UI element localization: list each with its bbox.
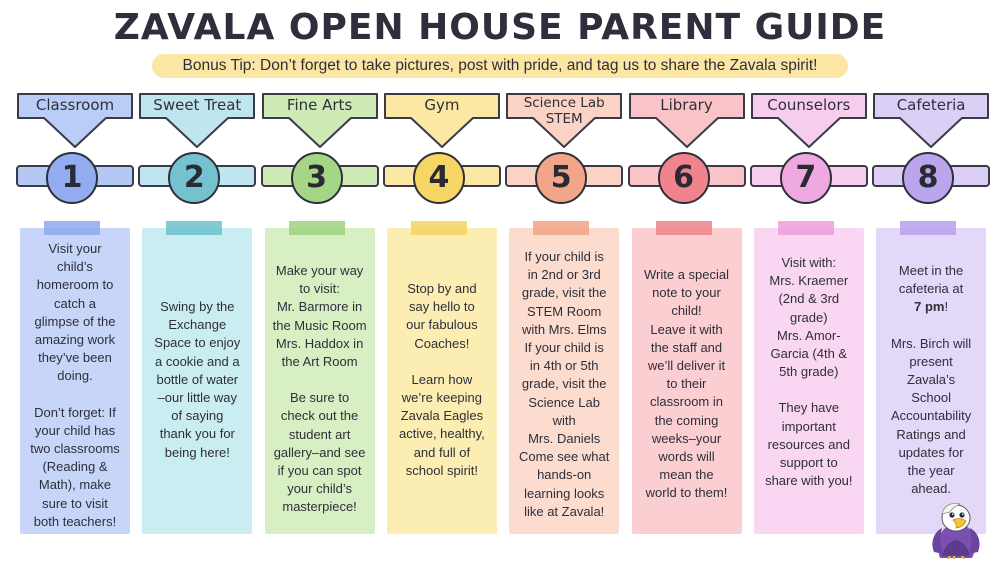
description-line: Mrs. Haddox in <box>275 335 364 351</box>
description-line: Exchange <box>168 317 227 333</box>
description-line: hands-on <box>537 467 592 483</box>
description-line: important <box>781 418 836 434</box>
description-line: a cookie and a <box>155 353 240 369</box>
station-column-5 <box>505 0 623 563</box>
card-tape <box>533 221 589 235</box>
station-number-circle: 6 <box>658 152 710 204</box>
description-line: amazing work <box>34 332 116 348</box>
description-line: present <box>909 353 953 369</box>
description-line: school spirit! <box>405 462 479 478</box>
bonus-tip-banner: Bonus Tip: Don’t forget to take pictures, post with pride, and tag us to share the Zavala spirit! <box>152 54 848 78</box>
description-line: the Art Room <box>281 354 358 370</box>
station-number-circle: 4 <box>413 152 465 204</box>
description-line: Make your way <box>275 263 364 278</box>
description-line: classroom in <box>650 394 723 410</box>
description-line: ahead. <box>911 481 951 497</box>
description-line: child’s <box>57 259 93 275</box>
card-tape <box>900 221 956 235</box>
description-line: of saying <box>171 408 224 424</box>
description-line: Come see what <box>519 449 610 465</box>
description-line: Mrs. Kraemer <box>769 273 849 289</box>
description-line: (2nd & 3rd <box>778 291 840 307</box>
description-line: the year <box>907 463 955 479</box>
description-line: and full of <box>413 444 471 460</box>
station-description <box>265 262 375 517</box>
description-line: the staff and <box>650 339 723 355</box>
description-line: world to them! <box>645 485 728 501</box>
description-line: weeks–your <box>651 430 722 446</box>
station-description <box>20 240 130 531</box>
description-line: the Music Room <box>272 317 367 333</box>
description-line: Garcia (4th & <box>770 346 848 362</box>
description-line: bottle of water <box>156 371 239 387</box>
description-line: homeroom to <box>36 277 114 293</box>
description-line: masterpiece! <box>282 499 357 515</box>
description-line: both teachers! <box>33 513 117 529</box>
description-line: say hello to <box>409 299 475 315</box>
description-line: your child has <box>34 422 116 438</box>
description-line: –our little way <box>157 390 238 406</box>
description-line: two classrooms <box>30 441 120 457</box>
station-header-4 <box>383 92 501 150</box>
description-line <box>754 381 864 399</box>
description-line: They have <box>778 400 840 416</box>
description-line: Be sure to <box>289 390 350 406</box>
description-line: gallery–and see <box>273 444 366 460</box>
description-line: support to <box>779 455 838 471</box>
description-line: Zavala’s <box>907 372 956 388</box>
description-line: like at Zavala! <box>524 503 605 519</box>
description-line: If your child is <box>524 340 604 356</box>
station-column-8 <box>872 0 990 563</box>
description-line: doing. <box>57 368 93 384</box>
description-line: share with you! <box>765 473 853 489</box>
description-line: Space to enjoy <box>154 335 241 351</box>
description-line: Math), make <box>38 477 112 493</box>
description-line: Stop by and <box>407 281 477 296</box>
description-line: Zavala Eagles <box>400 408 484 424</box>
description-line: (Reading & <box>42 459 108 475</box>
station-header-label: Fine Arts <box>286 96 353 114</box>
description-line: Science Lab <box>528 394 600 410</box>
station-header-label: Classroom <box>35 96 115 114</box>
station-header-2 <box>138 92 256 150</box>
description-line: glimpse of the <box>34 313 116 329</box>
description-line: being here! <box>164 444 230 460</box>
description-line: School <box>911 390 951 406</box>
description-line: cafeteria at <box>898 281 964 297</box>
station-header-label: Counselors <box>767 96 851 114</box>
description-line: Swing by the <box>160 299 235 314</box>
description-line <box>20 386 130 404</box>
description-line: mean the <box>659 467 714 483</box>
card-tape <box>656 221 712 235</box>
station-number-circle: 8 <box>902 152 954 204</box>
description-line: with Mrs. Elms <box>521 321 607 337</box>
station-header-label: Gym <box>424 96 460 114</box>
description-line: we’ll deliver it <box>647 358 726 374</box>
description-line: your child’s <box>287 481 352 497</box>
description-line: learning looks <box>524 485 605 501</box>
station-description <box>387 280 497 480</box>
description-line: thank you for <box>159 426 235 442</box>
station-description <box>142 298 252 462</box>
description-line: in 2nd or 3rd <box>527 267 601 283</box>
description-line: If your child is <box>524 249 604 264</box>
description-line: Mr. Barmore in <box>276 299 363 315</box>
station-description <box>509 248 619 521</box>
station-description <box>876 262 986 498</box>
description-line: 5th grade) <box>779 364 839 380</box>
station-header-1 <box>16 92 134 150</box>
description-line <box>387 353 497 371</box>
station-column-7 <box>750 0 868 563</box>
description-line: grade, visit the <box>521 376 607 392</box>
station-number-circle: 7 <box>780 152 832 204</box>
description-line: Visit with: <box>781 255 837 270</box>
description-line: they’ve been <box>38 350 112 366</box>
station-header-6 <box>628 92 746 150</box>
description-line: resources and <box>767 436 850 452</box>
description-line: with <box>552 412 576 428</box>
station-column-3 <box>261 0 379 563</box>
station-header-label <box>507 95 621 127</box>
station-header-label: Cafeteria <box>896 96 966 114</box>
station-number-circle: 5 <box>535 152 587 204</box>
description-line: if you can spot <box>277 463 362 479</box>
description-line: Mrs. Daniels <box>528 431 601 447</box>
description-line: Ratings and <box>896 426 966 442</box>
description-line: child! <box>671 303 702 319</box>
station-description <box>754 254 864 490</box>
station-column-2 <box>138 0 256 563</box>
description-line: grade) <box>790 309 828 325</box>
description-line: check out the <box>280 408 359 424</box>
card-tape <box>411 221 467 235</box>
station-description <box>632 266 742 503</box>
description-line: Visit your <box>48 241 102 256</box>
description-line: student art <box>288 426 351 442</box>
card-tape <box>778 221 834 235</box>
station-header-8 <box>872 92 990 150</box>
description-line: catch a <box>54 295 96 311</box>
card-tape <box>166 221 222 235</box>
station-header-line: STEM <box>545 111 583 127</box>
description-line: Coaches! <box>414 335 470 351</box>
description-line: active, healthy, <box>399 426 485 442</box>
description-line: Mrs. Birch will <box>891 335 972 351</box>
description-line: note to your <box>652 285 721 301</box>
description-line: Don’t forget: If <box>34 404 116 420</box>
description-line: Learn how <box>411 371 473 387</box>
description-line: grade, visit the <box>521 285 607 301</box>
description-line: the coming <box>654 412 719 428</box>
description-line <box>265 371 375 389</box>
description-line: we’re keeping <box>401 390 482 406</box>
description-line: 7 pm! <box>914 299 949 315</box>
description-line: Meet in the <box>898 263 964 278</box>
card-tape <box>44 221 100 235</box>
description-line: our fabulous <box>406 317 478 333</box>
description-line: Accountability <box>890 408 972 424</box>
description-line: Mrs. Amor- <box>777 327 841 343</box>
station-header-3 <box>261 92 379 150</box>
description-line: sure to visit <box>42 495 108 511</box>
station-header-line: Science Lab <box>523 95 605 111</box>
station-number-circle: 2 <box>168 152 220 204</box>
station-number-circle: 1 <box>46 152 98 204</box>
description-line: STEM Room <box>526 303 602 319</box>
station-header-label: Library <box>660 96 713 114</box>
description-line: Leave it with <box>650 321 723 337</box>
card-tape <box>289 221 345 235</box>
station-column-4 <box>383 0 501 563</box>
station-number-circle: 3 <box>291 152 343 204</box>
station-column-1 <box>16 0 134 563</box>
description-line: updates for <box>898 444 964 460</box>
station-column-6 <box>628 0 746 563</box>
station-header-label: Sweet Treat <box>153 96 242 114</box>
description-line: to their <box>666 376 707 392</box>
description-line: to visit: <box>299 281 340 297</box>
description-line <box>876 317 986 335</box>
description-line: in 4th or 5th <box>529 358 599 374</box>
description-line: Write a special <box>643 267 729 282</box>
station-header-5 <box>505 92 623 150</box>
eagle-mascot-icon <box>926 498 986 560</box>
station-header-7 <box>750 92 868 150</box>
description-line: words will <box>658 449 715 465</box>
page-title: ZAVALA OPEN HOUSE PARENT GUIDE <box>113 7 887 48</box>
